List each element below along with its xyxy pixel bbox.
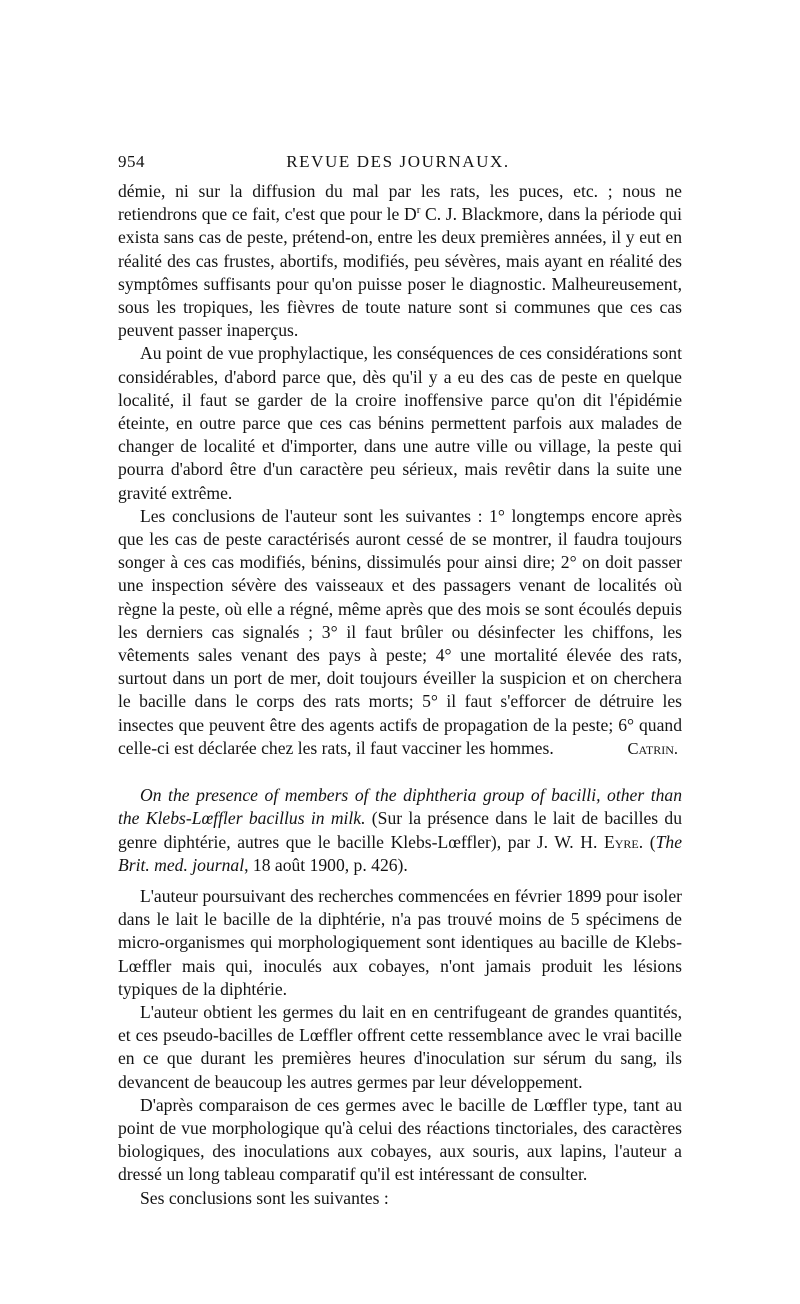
- paragraph-final-conclusions: Ses conclusions sont les suivantes :: [140, 1187, 389, 1208]
- article-title-french: (Sur la présence dans le lait de bacilles du genre diphtérie, autres que le bacille Klebs-Lœffler), par J. W. H.: [118, 808, 682, 852]
- paragraph-conclusions: [118, 505, 682, 760]
- running-title: REVUE DES JOURNAUX.: [286, 152, 510, 171]
- paragraph-text: C. J. Blackmore, dans la période qui exista sans cas de peste, prétend-on, entre les deux premières années, il y eut en réalité des cas frustes, abortifs, modifiés, peu sévères, mais ayant en réalité des symptômes suffisants pour qu'on puisse poser le diagnostic. Malheureusement, sous les tropiques, les fièvres de toute nature sont si communes que ces cas peuvent passer inaperçus.: [118, 204, 682, 341]
- article-author: Eyre: [604, 831, 639, 852]
- article-date: , 18 août 1900, p. 426).: [244, 854, 408, 875]
- paragraph-method: L'auteur obtient les germes du lait en en centrifugeant de grandes quantités, et ces pseudo-bacilles de Lœffler offrent cette ressemblance avec le vrai bacille en ce que durant les premières heures d'inoculation sur sérum du sang, ils devancent de beaucoup les autres germes par leur développement.: [118, 1001, 682, 1092]
- page-number: 954: [118, 152, 145, 171]
- page-header: [118, 152, 678, 176]
- page-body: [118, 180, 682, 1210]
- article-journal: The Brit. med. journal: [118, 831, 682, 875]
- article-title: [118, 784, 682, 877]
- spacer: [118, 877, 682, 885]
- paragraph-text: démie, ni sur la diffusion du mal par les rats, les puces, etc. ; nous ne retiendrons que ce fait, c'est que pour le D: [118, 181, 682, 225]
- article-title-punct: . (: [638, 831, 656, 852]
- superscript: r: [416, 204, 421, 217]
- paragraph-text: Les conclusions de l'auteur sont les suivantes : 1° longtemps encore après que les cas de peste caractérisés auront cessé de se montrer, il faudra toujours songer à ces cas modifiés, bénins, dissimulés pour ainsi dire; 2° on doit passer une inspection sévère des vaisseaux et des passagers venant de localités où règne la peste, où elle a régné, même après que des mois se sont écoulés depuis les derniers cas signalés ; 3° il faut brûler ou désinfecter les chiffons, les vêtements sales venant des pays à peste; 4° une mortalité élevée des rats, surtout dans un port de mer, doit toujours éveiller la suspicion et on cherchera le bacille dans le corps des rats morts; 5° il faut s'efforcer de détruire les insectes que peuvent être des agents actifs de propagation de la peste; 6° quand celle-ci est déclarée chez les rats, il faut vacciner les hommes.: [118, 505, 682, 758]
- paragraph-continuation: [118, 180, 682, 342]
- paragraph-research: L'auteur poursuivant des recherches commencées en février 1899 pour isoler dans le lait le bacille de la diphtérie, n'a pas trouvé moins de 5 spécimens de micro-organismes qui morphologiquement sont identiques au bacille de Klebs-Lœffler mais qui, inoculés aux cobayes, n'ont jamais produit les lésions typiques de la diphtérie.: [118, 885, 682, 999]
- article-title-english: On the presence of members of the diphtheria group of bacilli, other than the Klebs-Lœffler bacillus in milk.: [118, 785, 682, 829]
- paragraph-prophylaxis: Au point de vue prophylactique, les conséquences de ces considérations sont considérables, d'abord parce que, dès qu'il y a eu des cas de peste en quelque localité, il faut se garder de la croire inoffensive parce qu'on dit l'épidémie éteinte, en outre parce que ces cas bénins permettent parfois aux malades de changer de localité et d'importer, dans une autre ville ou village, la peste qui pourra d'abord être d'un caractère peu sérieux, mais revêtir dans la suite une gravité extrême.: [118, 343, 682, 503]
- author-signature: Catrin.: [627, 738, 678, 758]
- paragraph-comparison: D'après comparaison de ces germes avec le bacille de Lœffler type, tant au point de vue morphologique qu'à celui des réactions tinctoriales, des caractères biologiques, des inoculations aux cobayes, aux souris, aux lapins, l'auteur a dressé un long tableau comparatif qu'il est intéressant de consulter.: [118, 1094, 682, 1185]
